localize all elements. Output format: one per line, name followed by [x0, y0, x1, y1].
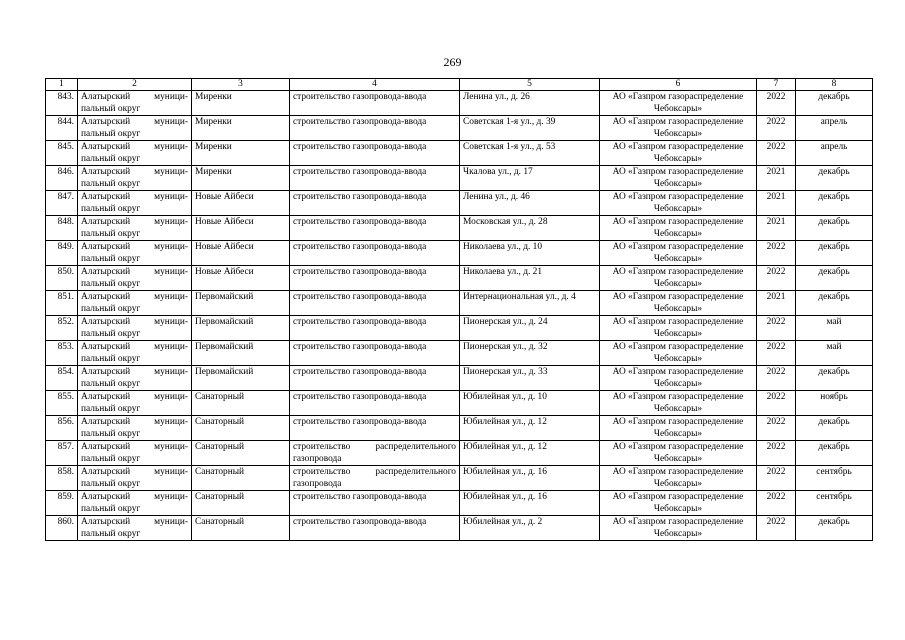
- district-line-2: пальный округ: [81, 379, 141, 389]
- organization-cell: [600, 291, 757, 316]
- organization-line-1: АО «Газпром газораспределение: [612, 517, 744, 527]
- district-cell: [78, 516, 192, 541]
- column-number: 2: [78, 79, 192, 91]
- district-cell: [78, 116, 192, 141]
- settlement-cell: Новые Айбеси: [192, 266, 290, 291]
- year-cell: 2022: [757, 266, 796, 291]
- district-line-1: Алатырский муници-: [81, 167, 188, 177]
- row-number: 856.: [46, 416, 78, 441]
- year-cell: 2022: [757, 141, 796, 166]
- organization-line-2: Чебоксары»: [653, 529, 703, 539]
- organization-cell: [600, 516, 757, 541]
- district-line-2: пальный округ: [81, 304, 141, 314]
- district-line-1: Алатырский муници-: [81, 242, 188, 252]
- district-line-2: пальный округ: [81, 504, 141, 514]
- year-cell: 2021: [757, 166, 796, 191]
- organization-line-2: Чебоксары»: [653, 504, 703, 514]
- column-number: 4: [290, 79, 460, 91]
- month-cell: апрель: [796, 116, 873, 141]
- organization-cell: [600, 316, 757, 341]
- district-line-1: Алатырский муници-: [81, 417, 188, 427]
- organization-line-2: Чебоксары»: [653, 254, 703, 264]
- district-line-1: Алатырский муници-: [81, 517, 188, 527]
- month-cell: декабрь: [796, 291, 873, 316]
- organization-cell: [600, 141, 757, 166]
- district-cell: [78, 216, 192, 241]
- address-cell: Николаева ул., д. 10: [460, 241, 600, 266]
- table-row: [46, 516, 873, 541]
- table-row: [46, 241, 873, 266]
- table-row: [46, 416, 873, 441]
- table-row: [46, 441, 873, 466]
- organization-line-2: Чебоксары»: [653, 154, 703, 164]
- organization-line-2: Чебоксары»: [653, 229, 703, 239]
- address-cell: Юбилейная ул., д. 16: [460, 466, 600, 491]
- table-row: [46, 216, 873, 241]
- work-type-cell: [290, 91, 460, 116]
- address-cell: Ленина ул., д. 26: [460, 91, 600, 116]
- column-number: 8: [796, 79, 873, 91]
- page-number: 269: [443, 55, 462, 69]
- district-line-1: Алатырский муници-: [81, 192, 188, 202]
- work-type-cell: [290, 466, 460, 491]
- district-line-1: Алатырский муници-: [81, 467, 188, 477]
- column-number-row: [46, 79, 873, 91]
- organization-cell: [600, 191, 757, 216]
- work-type-line-1: строительство газопровода-ввода: [293, 192, 427, 202]
- gasification-table: [45, 78, 873, 541]
- row-number: 858.: [46, 466, 78, 491]
- organization-line-2: Чебоксары»: [653, 104, 703, 114]
- year-cell: 2022: [757, 441, 796, 466]
- month-cell: декабрь: [796, 266, 873, 291]
- district-line-1: Алатырский муници-: [81, 392, 188, 402]
- district-line-2: пальный округ: [81, 179, 141, 189]
- address-cell: Чкалова ул., д. 17: [460, 166, 600, 191]
- settlement-cell: Миренки: [192, 141, 290, 166]
- row-number: 855.: [46, 391, 78, 416]
- work-type-cell: [290, 166, 460, 191]
- month-cell: декабрь: [796, 241, 873, 266]
- table-row: [46, 91, 873, 116]
- address-cell: Юбилейная ул., д. 10: [460, 391, 600, 416]
- organization-line-2: Чебоксары»: [653, 329, 703, 339]
- organization-line-2: Чебоксары»: [653, 204, 703, 214]
- column-number: 6: [600, 79, 757, 91]
- work-type-cell: [290, 341, 460, 366]
- table-row: [46, 491, 873, 516]
- year-cell: 2022: [757, 116, 796, 141]
- district-line-1: Алатырский муници-: [81, 292, 188, 302]
- district-line-2: пальный округ: [81, 479, 141, 489]
- organization-line-1: АО «Газпром газораспределение: [612, 467, 744, 477]
- district-line-2: пальный округ: [81, 279, 141, 289]
- table-row: [46, 341, 873, 366]
- year-cell: 2022: [757, 341, 796, 366]
- district-cell: [78, 141, 192, 166]
- work-type-line-1: строительство распределительного: [293, 467, 456, 477]
- address-cell: Московская ул., д. 28: [460, 216, 600, 241]
- organization-line-1: АО «Газпром газораспределение: [612, 167, 744, 177]
- settlement-cell: Санаторный: [192, 391, 290, 416]
- row-number: 851.: [46, 291, 78, 316]
- organization-line-1: АО «Газпром газораспределение: [612, 217, 744, 227]
- settlement-cell: Первомайский: [192, 316, 290, 341]
- work-type-line-1: строительство газопровода-ввода: [293, 492, 427, 502]
- district-line-2: пальный округ: [81, 354, 141, 364]
- organization-line-1: АО «Газпром газораспределение: [612, 367, 744, 377]
- year-cell: 2022: [757, 491, 796, 516]
- organization-cell: [600, 441, 757, 466]
- organization-line-1: АО «Газпром газораспределение: [612, 417, 744, 427]
- organization-cell: [600, 216, 757, 241]
- work-type-cell: [290, 391, 460, 416]
- organization-line-1: АО «Газпром газораспределение: [612, 392, 744, 402]
- work-type-line-1: строительство газопровода-ввода: [293, 217, 427, 227]
- work-type-cell: [290, 141, 460, 166]
- address-cell: Советская 1-я ул., д. 39: [460, 116, 600, 141]
- district-cell: [78, 266, 192, 291]
- district-line-1: Алатырский муници-: [81, 442, 188, 452]
- address-cell: Пионерская ул., д. 32: [460, 341, 600, 366]
- row-number: 860.: [46, 516, 78, 541]
- work-type-cell: [290, 491, 460, 516]
- district-line-2: пальный округ: [81, 529, 141, 539]
- month-cell: апрель: [796, 141, 873, 166]
- row-number: 848.: [46, 216, 78, 241]
- organization-line-1: АО «Газпром газораспределение: [612, 142, 744, 152]
- organization-cell: [600, 391, 757, 416]
- organization-cell: [600, 466, 757, 491]
- district-cell: [78, 316, 192, 341]
- district-cell: [78, 91, 192, 116]
- work-type-cell: [290, 316, 460, 341]
- district-cell: [78, 416, 192, 441]
- organization-line-1: АО «Газпром газораспределение: [612, 342, 744, 352]
- organization-cell: [600, 341, 757, 366]
- table-row: [46, 266, 873, 291]
- settlement-cell: Первомайский: [192, 366, 290, 391]
- year-cell: 2022: [757, 241, 796, 266]
- settlement-cell: Миренки: [192, 166, 290, 191]
- month-cell: май: [796, 316, 873, 341]
- work-type-cell: [290, 116, 460, 141]
- year-cell: 2022: [757, 366, 796, 391]
- district-cell: [78, 491, 192, 516]
- month-cell: декабрь: [796, 191, 873, 216]
- table-row: [46, 291, 873, 316]
- district-line-2: пальный округ: [81, 404, 141, 414]
- district-line-1: Алатырский муници-: [81, 117, 188, 127]
- district-cell: [78, 466, 192, 491]
- organization-line-2: Чебоксары»: [653, 304, 703, 314]
- settlement-cell: Санаторный: [192, 441, 290, 466]
- organization-line-1: АО «Газпром газораспределение: [612, 192, 744, 202]
- settlement-cell: Первомайский: [192, 291, 290, 316]
- organization-line-1: АО «Газпром газораспределение: [612, 242, 744, 252]
- district-line-2: пальный округ: [81, 104, 141, 114]
- month-cell: декабрь: [796, 366, 873, 391]
- address-cell: Советская 1-я ул., д. 53: [460, 141, 600, 166]
- table-row: [46, 366, 873, 391]
- district-line-2: пальный округ: [81, 454, 141, 464]
- month-cell: декабрь: [796, 441, 873, 466]
- month-cell: сентябрь: [796, 466, 873, 491]
- work-type-line-1: строительство газопровода-ввода: [293, 517, 427, 527]
- month-cell: декабрь: [796, 516, 873, 541]
- work-type-line-1: строительство газопровода-ввода: [293, 292, 427, 302]
- address-cell: Юбилейная ул., д. 16: [460, 491, 600, 516]
- organization-line-2: Чебоксары»: [653, 429, 703, 439]
- work-type-cell: [290, 216, 460, 241]
- district-line-2: пальный округ: [81, 254, 141, 264]
- organization-line-2: Чебоксары»: [653, 354, 703, 364]
- year-cell: 2021: [757, 216, 796, 241]
- column-number: 7: [757, 79, 796, 91]
- district-line-1: Алатырский муници-: [81, 267, 188, 277]
- table-row: [46, 116, 873, 141]
- row-number: 846.: [46, 166, 78, 191]
- row-number: 850.: [46, 266, 78, 291]
- organization-line-2: Чебоксары»: [653, 454, 703, 464]
- district-line-2: пальный округ: [81, 329, 141, 339]
- organization-line-1: АО «Газпром газораспределение: [612, 292, 744, 302]
- work-type-line-1: строительство газопровода-ввода: [293, 142, 427, 152]
- organization-cell: [600, 416, 757, 441]
- work-type-line-1: строительство распределительного: [293, 442, 456, 452]
- district-line-2: пальный округ: [81, 129, 141, 139]
- organization-line-1: АО «Газпром газораспределение: [612, 492, 744, 502]
- settlement-cell: Санаторный: [192, 416, 290, 441]
- district-line-2: пальный округ: [81, 154, 141, 164]
- year-cell: 2022: [757, 91, 796, 116]
- row-number: 843.: [46, 91, 78, 116]
- year-cell: 2022: [757, 316, 796, 341]
- address-cell: Юбилейная ул., д. 12: [460, 416, 600, 441]
- row-number: 853.: [46, 341, 78, 366]
- settlement-cell: Новые Айбеси: [192, 216, 290, 241]
- month-cell: декабрь: [796, 216, 873, 241]
- month-cell: декабрь: [796, 416, 873, 441]
- column-number: 3: [192, 79, 290, 91]
- column-number: 5: [460, 79, 600, 91]
- district-line-1: Алатырский муници-: [81, 367, 188, 377]
- district-line-2: пальный округ: [81, 429, 141, 439]
- organization-line-2: Чебоксары»: [653, 404, 703, 414]
- work-type-line-1: строительство газопровода-ввода: [293, 242, 427, 252]
- table-row: [46, 391, 873, 416]
- organization-cell: [600, 241, 757, 266]
- work-type-cell: [290, 266, 460, 291]
- table-row: [46, 316, 873, 341]
- work-type-line-1: строительство газопровода-ввода: [293, 117, 427, 127]
- work-type-line-1: строительство газопровода-ввода: [293, 267, 427, 277]
- district-cell: [78, 391, 192, 416]
- month-cell: декабрь: [796, 91, 873, 116]
- district-cell: [78, 291, 192, 316]
- settlement-cell: Миренки: [192, 91, 290, 116]
- district-cell: [78, 166, 192, 191]
- organization-cell: [600, 166, 757, 191]
- work-type-cell: [290, 416, 460, 441]
- work-type-cell: [290, 366, 460, 391]
- organization-line-2: Чебоксары»: [653, 479, 703, 489]
- work-type-line-1: строительство газопровода-ввода: [293, 367, 427, 377]
- organization-line-1: АО «Газпром газораспределение: [612, 267, 744, 277]
- year-cell: 2021: [757, 291, 796, 316]
- column-number: 1: [46, 79, 78, 91]
- address-cell: Юбилейная ул., д. 12: [460, 441, 600, 466]
- settlement-cell: Санаторный: [192, 466, 290, 491]
- district-cell: [78, 341, 192, 366]
- work-type-cell: [290, 441, 460, 466]
- work-type-line-1: строительство газопровода-ввода: [293, 167, 427, 177]
- table-row: [46, 166, 873, 191]
- address-cell: Пионерская ул., д. 33: [460, 366, 600, 391]
- work-type-cell: [290, 241, 460, 266]
- month-cell: сентябрь: [796, 491, 873, 516]
- settlement-cell: Новые Айбеси: [192, 241, 290, 266]
- organization-line-1: АО «Газпром газораспределение: [612, 317, 744, 327]
- organization-line-2: Чебоксары»: [653, 129, 703, 139]
- work-type-cell: [290, 291, 460, 316]
- organization-line-1: АО «Газпром газораспределение: [612, 117, 744, 127]
- work-type-cell: [290, 191, 460, 216]
- work-type-cell: [290, 516, 460, 541]
- organization-cell: [600, 91, 757, 116]
- district-line-1: Алатырский муници-: [81, 492, 188, 502]
- address-cell: Интернациональная ул., д. 4: [460, 291, 600, 316]
- district-cell: [78, 441, 192, 466]
- month-cell: декабрь: [796, 166, 873, 191]
- month-cell: ноябрь: [796, 391, 873, 416]
- row-number: 847.: [46, 191, 78, 216]
- row-number: 859.: [46, 491, 78, 516]
- table-row: [46, 466, 873, 491]
- row-number: 857.: [46, 441, 78, 466]
- district-cell: [78, 191, 192, 216]
- year-cell: 2022: [757, 391, 796, 416]
- work-type-line-1: строительство газопровода-ввода: [293, 92, 427, 102]
- settlement-cell: Миренки: [192, 116, 290, 141]
- address-cell: Ленина ул., д. 46: [460, 191, 600, 216]
- work-type-line-1: строительство газопровода-ввода: [293, 342, 427, 352]
- organization-line-1: АО «Газпром газораспределение: [612, 92, 744, 102]
- address-cell: Николаева ул., д. 21: [460, 266, 600, 291]
- district-line-2: пальный округ: [81, 204, 141, 214]
- work-type-line-1: строительство газопровода-ввода: [293, 417, 427, 427]
- organization-line-2: Чебоксары»: [653, 179, 703, 189]
- address-cell: Пионерская ул., д. 24: [460, 316, 600, 341]
- row-number: 844.: [46, 116, 78, 141]
- district-line-1: Алатырский муници-: [81, 342, 188, 352]
- settlement-cell: Санаторный: [192, 491, 290, 516]
- settlement-cell: Санаторный: [192, 516, 290, 541]
- row-number: 849.: [46, 241, 78, 266]
- year-cell: 2022: [757, 516, 796, 541]
- table-row: [46, 191, 873, 216]
- district-line-2: пальный округ: [81, 229, 141, 239]
- row-number: 845.: [46, 141, 78, 166]
- district-line-1: Алатырский муници-: [81, 317, 188, 327]
- year-cell: 2022: [757, 416, 796, 441]
- settlement-cell: Новые Айбеси: [192, 191, 290, 216]
- address-cell: Юбилейная ул., д. 2: [460, 516, 600, 541]
- organization-line-2: Чебоксары»: [653, 279, 703, 289]
- organization-cell: [600, 491, 757, 516]
- work-type-line-2: газопровода: [293, 454, 342, 464]
- organization-cell: [600, 366, 757, 391]
- district-cell: [78, 366, 192, 391]
- organization-cell: [600, 266, 757, 291]
- row-number: 852.: [46, 316, 78, 341]
- district-line-1: Алатырский муници-: [81, 142, 188, 152]
- month-cell: май: [796, 341, 873, 366]
- year-cell: 2021: [757, 191, 796, 216]
- district-line-1: Алатырский муници-: [81, 92, 188, 102]
- year-cell: 2022: [757, 466, 796, 491]
- work-type-line-1: строительство газопровода-ввода: [293, 392, 427, 402]
- row-number: 854.: [46, 366, 78, 391]
- organization-cell: [600, 116, 757, 141]
- table-row: [46, 141, 873, 166]
- district-line-1: Алатырский муници-: [81, 217, 188, 227]
- settlement-cell: Первомайский: [192, 341, 290, 366]
- work-type-line-2: газопровода: [293, 479, 342, 489]
- organization-line-2: Чебоксары»: [653, 379, 703, 389]
- district-cell: [78, 241, 192, 266]
- organization-line-1: АО «Газпром газораспределение: [612, 442, 744, 452]
- work-type-line-1: строительство газопровода-ввода: [293, 317, 427, 327]
